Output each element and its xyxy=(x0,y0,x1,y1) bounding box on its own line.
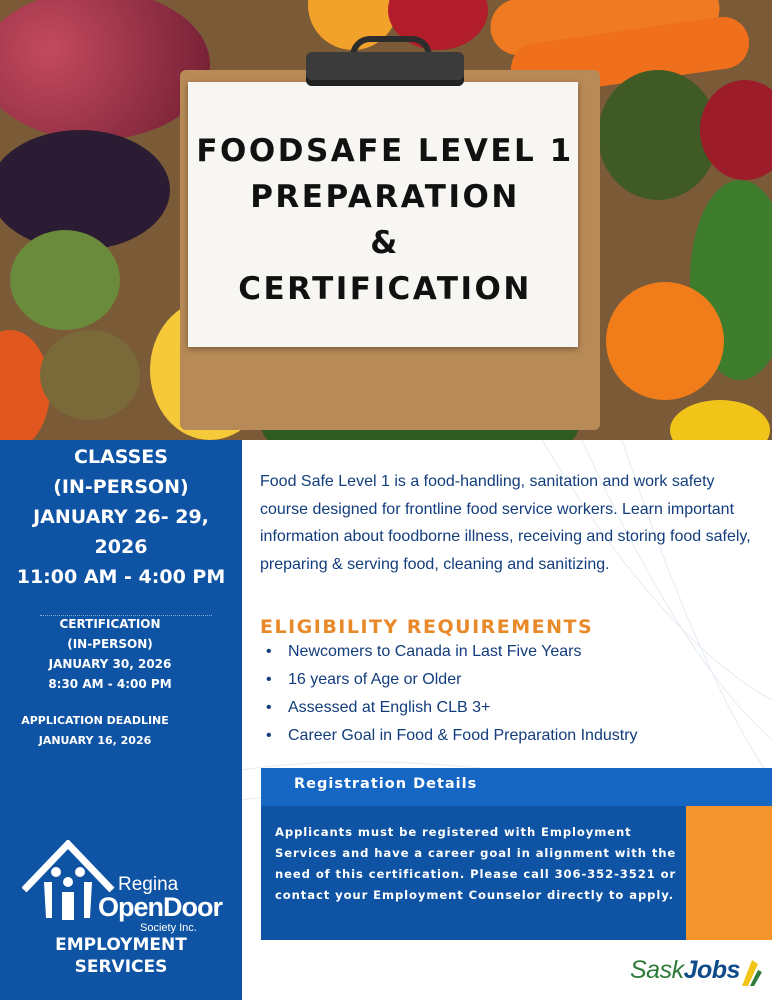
course-description: Food Safe Level 1 is a food-handling, sanitation and work safety course designed for frontline food service workers. Learn important information about foodborne illness, receiving and storing food safely, preparing & serving food, cleaning and sanitizing. xyxy=(260,473,751,573)
svg-text:Regina: Regina xyxy=(118,874,179,895)
page-title: FOODSAFE LEVEL 1 PREPARATION & CERTIFICATION xyxy=(196,133,574,307)
cabbage-decoration xyxy=(10,230,120,330)
svg-text:OpenDoor: OpenDoor xyxy=(98,892,222,922)
employment-services-label: EMPLOYMENT SERVICES xyxy=(55,935,187,977)
schedule-panel xyxy=(0,440,242,1000)
house-people-icon xyxy=(22,840,242,940)
clipboard-clip xyxy=(306,52,464,86)
orange-decoration xyxy=(606,282,724,400)
registration-details: Applicants must be registered with Employment Services and have a career goal in alignment with the need of this certification. Please call 306-352-3521 or contact your Employment Counselor directly to apply. xyxy=(275,825,677,902)
lemon-decoration xyxy=(670,400,770,440)
kiwi-decoration xyxy=(40,330,140,420)
registration-title: Registration Details xyxy=(294,776,478,792)
application-deadline: APPLICATION DEADLINE JANUARY 16, 2026 xyxy=(21,714,169,747)
registration-accent xyxy=(686,806,772,940)
list-item: • Newcomers to Canada in Last Five Years xyxy=(266,638,638,666)
list-item: • 16 years of Age or Older xyxy=(266,666,638,694)
wheat-icon xyxy=(738,958,764,988)
certification-schedule: CERTIFICATION (IN-PERSON) JANUARY 30, 2026 8:30 AM - 4:00 PM xyxy=(48,617,172,691)
class-schedule: CLASSES (IN-PERSON) JANUARY 26- 29, 2026 11:00 AM - 4:00 PM xyxy=(16,446,226,588)
eligibility-list xyxy=(266,638,638,750)
regina-open-door-logo xyxy=(22,840,242,940)
grapes-decoration xyxy=(0,0,210,140)
list-item: • Assessed at English CLB 3+ xyxy=(266,694,638,722)
svg-text:Society Inc.: Society Inc. xyxy=(140,922,197,934)
eggplant-decoration xyxy=(0,130,170,250)
saskjobs-logo: SaskJobs xyxy=(630,956,740,984)
eligibility-heading: ELIGIBILITY REQUIREMENTS xyxy=(260,616,594,638)
hero-image xyxy=(0,0,772,440)
list-item: • Career Goal in Food & Food Preparation Industry xyxy=(266,722,638,750)
